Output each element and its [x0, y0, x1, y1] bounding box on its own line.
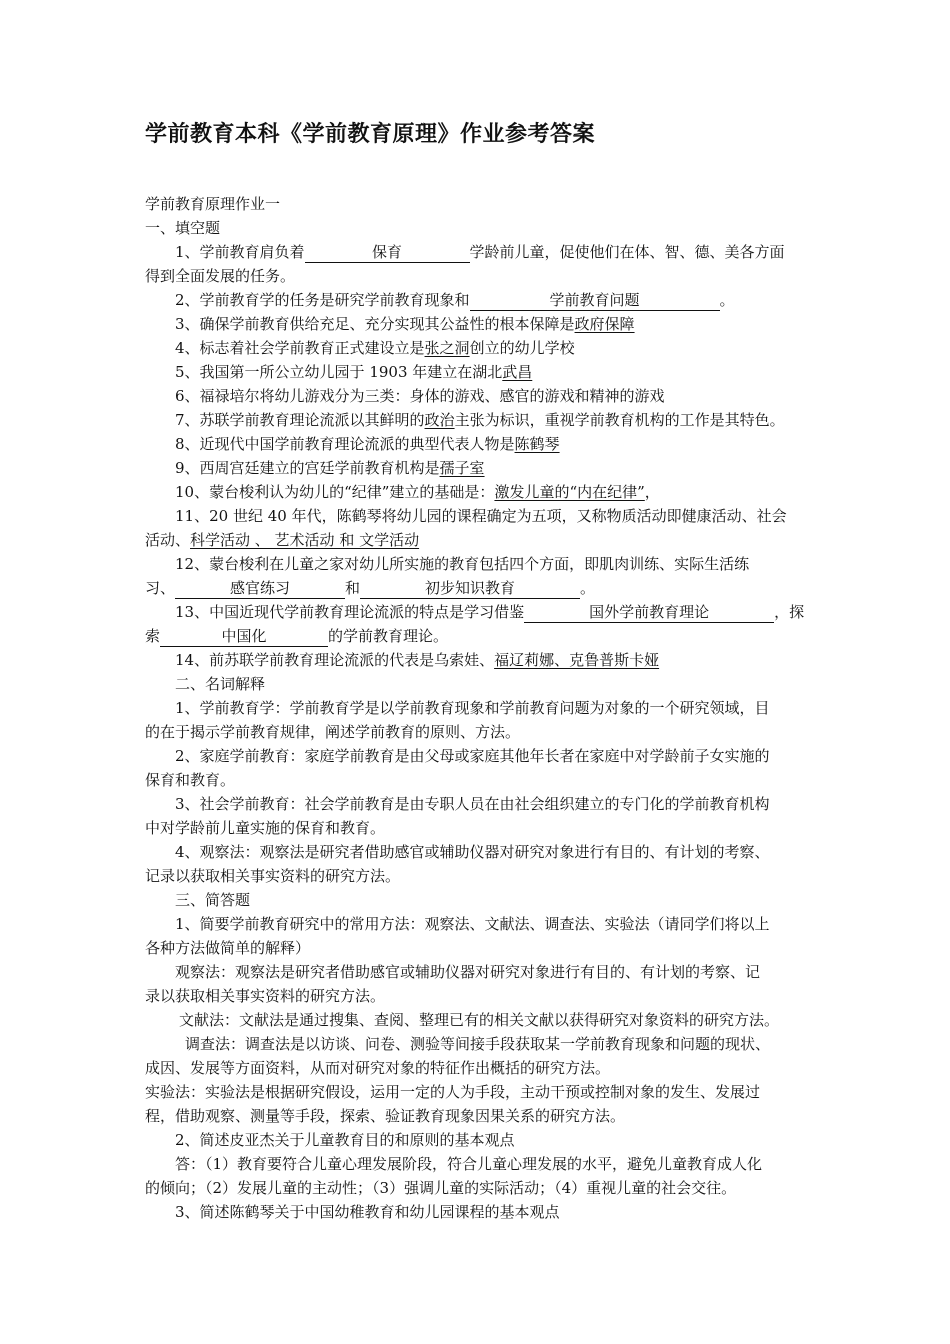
answer-underlined: 福辽莉娜、克鲁普斯卡娅	[494, 651, 660, 669]
answer-blank: 国外学前教育理论	[524, 603, 774, 623]
question-8: 8、近现代中国学前教育理论流派的典型代表人物是陈鹤琴	[175, 435, 560, 453]
question-3: 3、确保学前教育供给充足、充分实现其公益性的根本保障是政府保障	[175, 315, 635, 333]
answer-blank: 学前教育问题	[470, 291, 720, 311]
answer-blank: 感官练习	[175, 579, 345, 599]
term-4-cont: 记录以获取相关事实资料的研究方法。	[145, 867, 401, 885]
question-10: 10、蒙台梭利认为幼儿的“纪律”建立的基础是：激发儿童的“内在纪律”，	[175, 483, 660, 501]
question-4: 4、标志着社会学前教育正式建设立是张之洞创立的幼儿学校	[175, 339, 575, 357]
short-question-1: 1、简要学前教育研究中的常用方法：观察法、文献法、调查法、实验法（请同学们将以上	[175, 915, 770, 933]
question-1-cont: 得到全面发展的任务。	[145, 267, 296, 285]
answer-blank: 中国化	[160, 627, 328, 647]
answer-blank: 初步知识教育	[360, 579, 580, 599]
section-heading-terms: 二、名词解释	[175, 675, 266, 693]
question-9: 9、西周宫廷建立的宫廷学前教育机构是孺子室	[175, 459, 485, 477]
survey-method: 调查法：调查法是以访谈、问卷、测验等间接手段获取某一学前教育现象和问题的现状、	[185, 1035, 771, 1053]
short-answer-2-cont: 的倾向；（2）发展儿童的主动性；（3）强调儿童的实际活动；（4）重视儿童的社会交往。	[145, 1179, 737, 1197]
short-answer-2: 答：（1）教育要符合儿童心理发展阶段，符合儿童心理发展的水平，避免儿童教育成人化	[175, 1155, 763, 1173]
question-2: 2、学前教育学的任务是研究学前教育现象和 学前教育问题 。	[175, 291, 735, 309]
question-11: 11、20 世纪 40 年代，陈鹤琴将幼儿园的课程确定为五项，又称物质活动即健康活动、社会	[175, 507, 787, 525]
short-question-3: 3、简述陈鹤琴关于中国幼稚教育和幼儿园课程的基本观点	[175, 1203, 560, 1221]
term-1: 1、学前教育学：学前教育学是以学前教育现象和学前教育问题为对象的一个研究领域，目	[175, 699, 770, 717]
answer-underlined: 政府保障	[574, 315, 635, 333]
observation-method: 观察法：观察法是研究者借助感官或辅助仪器对研究对象进行有目的、有计划的考察、记	[175, 963, 761, 981]
term-1-cont: 的在于揭示学前教育规律，阐述学前教育的原则、方法。	[145, 723, 521, 741]
section-heading-fill-in: 一、填空题	[145, 219, 221, 237]
document-method: 文献法：文献法是通过搜集、查阅、整理已有的相关文献以获得研究对象资料的研究方法。	[179, 1011, 780, 1029]
answer-underlined: 科学活动 、 艺术活动 和 文学活动	[190, 531, 420, 549]
observation-method-cont: 录以获取相关事实资料的研究方法。	[145, 987, 386, 1005]
section-heading-short-answer: 三、简答题	[175, 891, 251, 909]
question-13-cont: 索 中国化 的学前教育理论。	[145, 627, 449, 645]
question-6: 6、福禄培尔将幼儿游戏分为三类：身体的游戏、感官的游戏和精神的游戏	[175, 387, 665, 405]
assignment-heading: 学前教育原理作业一	[145, 195, 281, 213]
question-1: 1、学前教育肩负着 保育 学龄前儿童，促使他们在体、智、德、美各方面	[175, 243, 785, 261]
term-2: 2、家庭学前教育：家庭学前教育是由父母或家庭其他年长者在家庭中对学龄前子女实施的	[175, 747, 770, 765]
question-11-cont: 活动、科学活动 、 艺术活动 和 文学活动	[145, 531, 420, 549]
question-5: 5、我国第一所公立幼儿园于 1903 年建立在湖北武昌	[175, 363, 533, 381]
question-12-cont: 习、 感官练习 和 初步知识教育 。	[145, 579, 596, 597]
document-title: 学前教育本科《学前教育原理》作业参考答案	[145, 121, 596, 147]
experiment-method: 实验法：实验法是根据研究假设，运用一定的人为手段，主动干预或控制对象的发生、发展过	[145, 1083, 761, 1101]
question-12: 12、蒙台梭利在儿童之家对幼儿所实施的教育包括四个方面，即肌肉训练、实际生活练	[175, 555, 750, 573]
experiment-method-cont: 程，借助观察、测量等手段，探索、验证教育现象因果关系的研究方法。	[145, 1107, 626, 1125]
answer-blank: 保育	[305, 243, 470, 263]
short-question-1-cont: 各种方法做简单的解释）	[145, 939, 311, 957]
answer-underlined: 孺子室	[439, 459, 485, 477]
term-2-cont: 保育和教育。	[145, 771, 236, 789]
answer-underlined: 政治	[424, 411, 455, 429]
answer-underlined: 武昌	[502, 363, 533, 381]
answer-underlined: 激发儿童的“内在纪律”	[494, 483, 645, 501]
term-3-cont: 中对学龄前儿童实施的保育和教育。	[145, 819, 386, 837]
question-14: 14、前苏联学前教育理论流派的代表是乌索娃、福辽莉娜、克鲁普斯卡娅	[175, 651, 660, 669]
term-3: 3、社会学前教育：社会学前教育是由专职人员在由社会组织建立的专门化的学前教育机构	[175, 795, 770, 813]
document-page	[145, 118, 840, 1224]
term-4: 4、观察法：观察法是研究者借助感官或辅助仪器对研究对象进行有目的、有计划的考察、	[175, 843, 770, 861]
survey-method-cont: 成因、发展等方面资料，从而对研究对象的特征作出概括的研究方法。	[145, 1059, 611, 1077]
question-7: 7、苏联学前教育理论流派以其鲜明的政治主张为标识，重视学前教育机构的工作是其特色。	[175, 411, 785, 429]
answer-underlined: 陈鹤琴	[514, 435, 560, 453]
short-question-2: 2、简述皮亚杰关于儿童教育目的和原则的基本观点	[175, 1131, 515, 1149]
question-13: 13、中国近现代学前教育理论流派的特点是学习借鉴 国外学前教育理论 ，探	[175, 603, 805, 621]
answer-underlined: 张之洞	[424, 339, 470, 357]
